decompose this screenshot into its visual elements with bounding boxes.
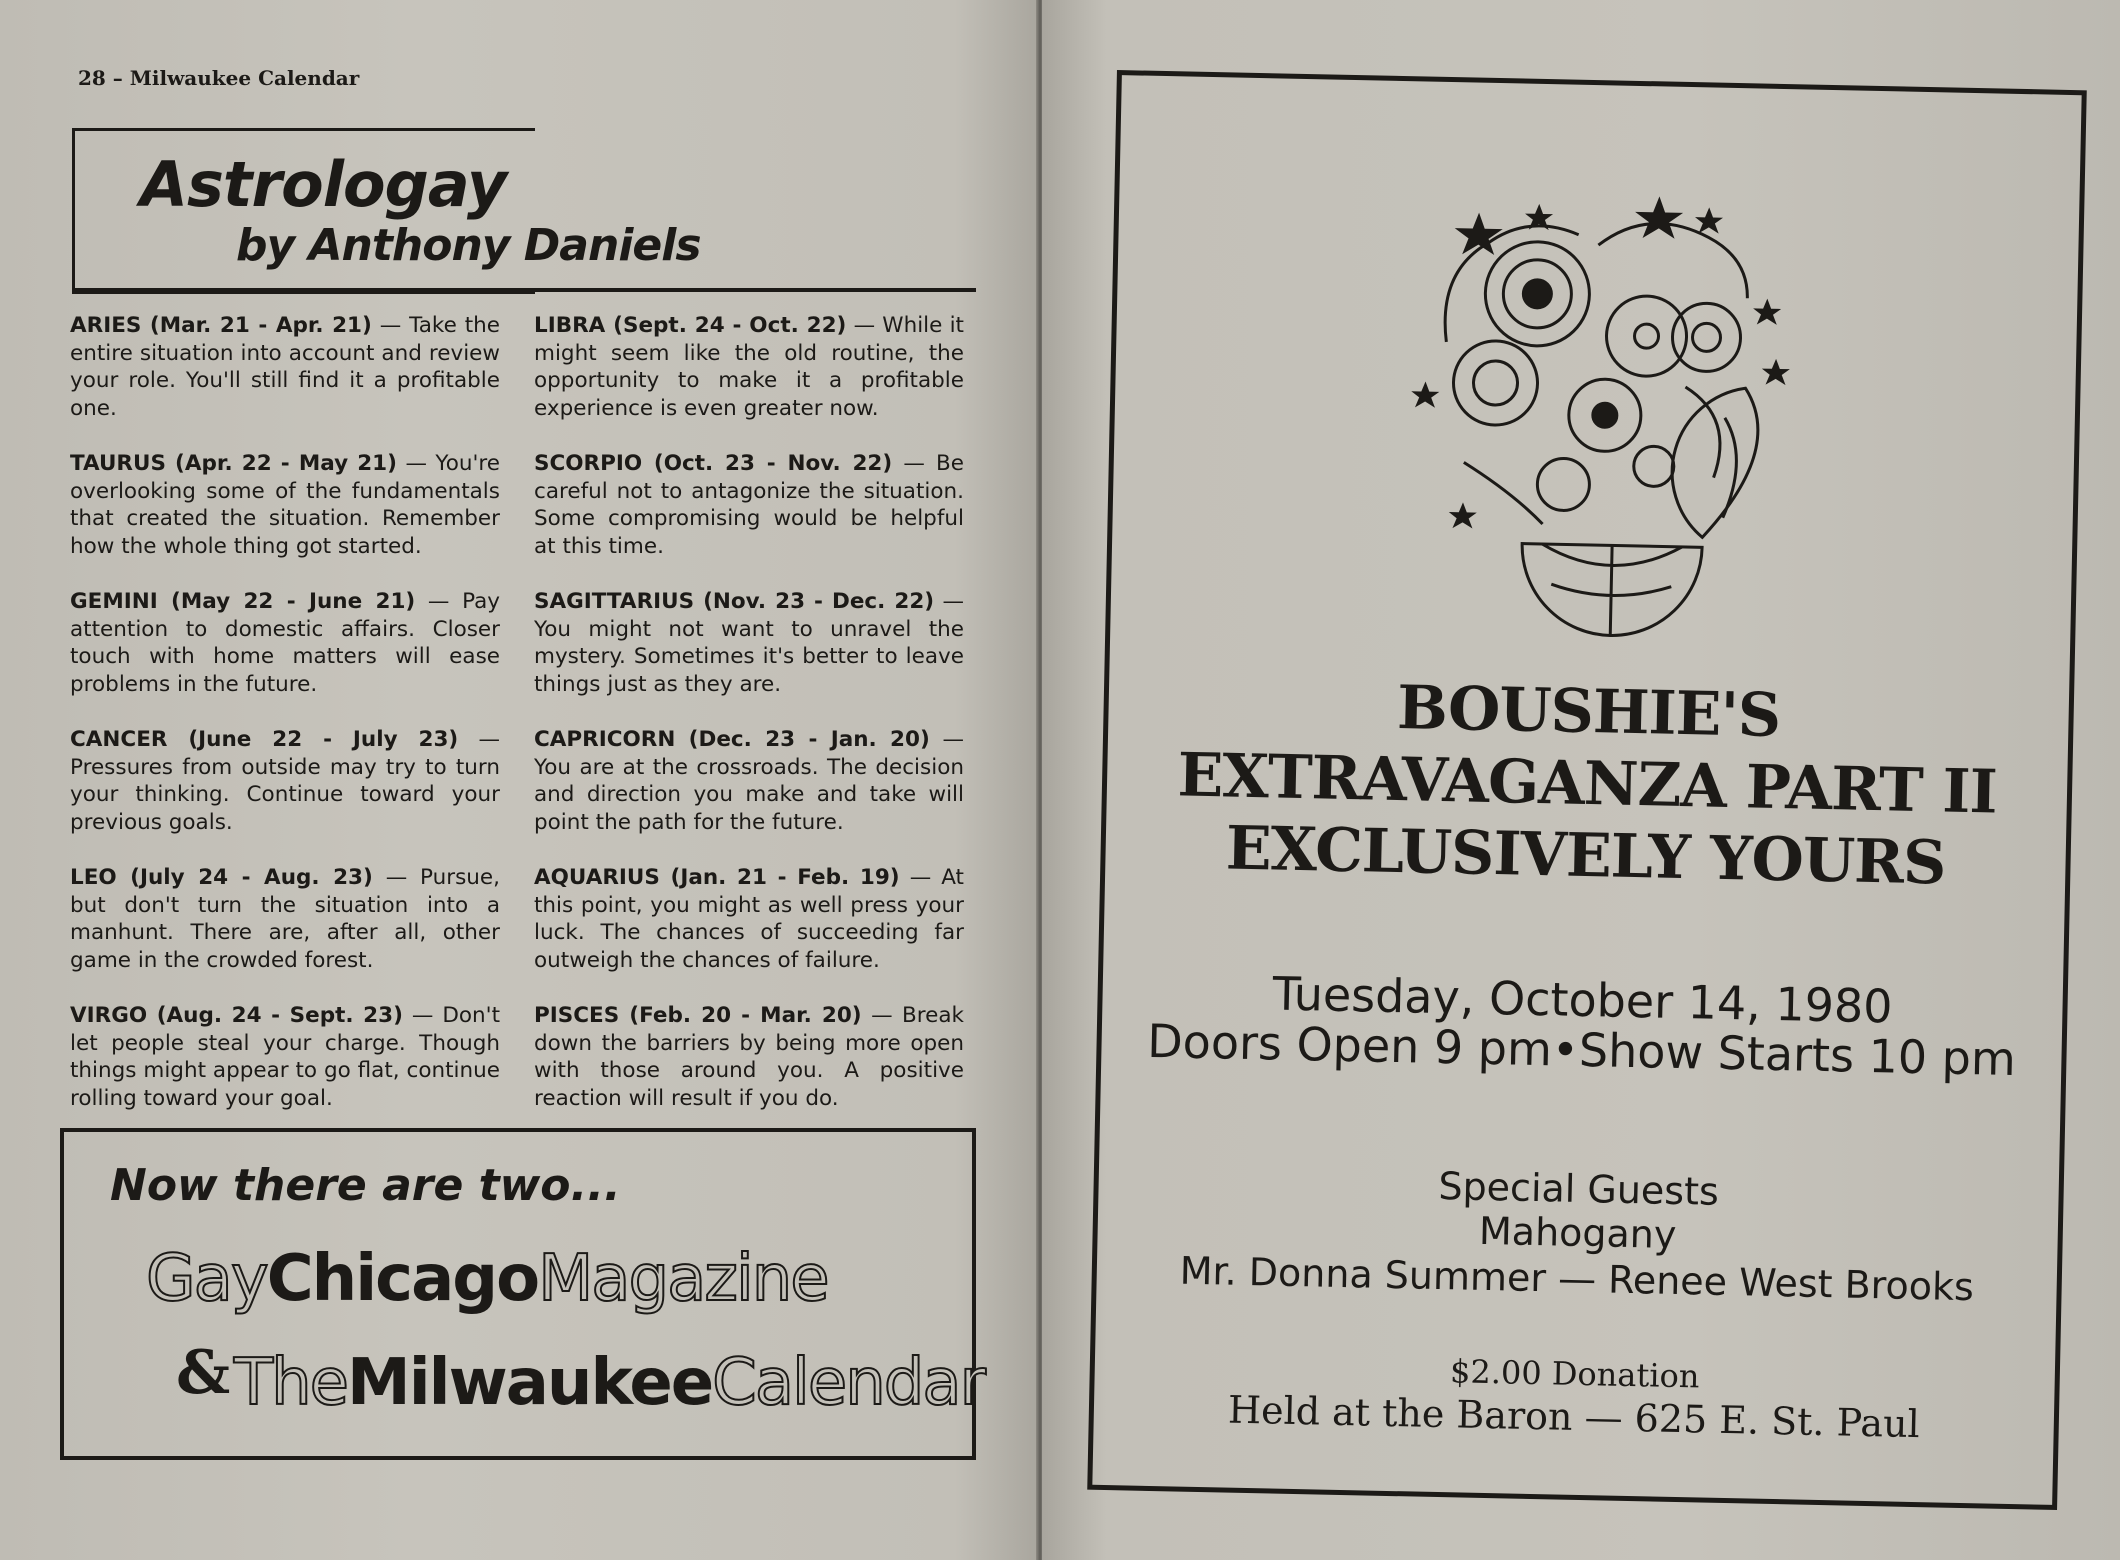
sign-heading: VIRGO (Aug. 24 - Sept. 23) (70, 1003, 403, 1028)
sign-heading: LEO (July 24 - Aug. 23) (70, 865, 373, 890)
logo-word: Milwaukee (347, 1346, 713, 1420)
event-title-line1: BOUSHIE'S (1396, 673, 1781, 752)
horoscope-leo (70, 864, 500, 974)
horoscope-taurus (70, 450, 500, 560)
horoscope-capricorn (534, 726, 964, 836)
event-date: Tuesday, October 14, 1980 (1272, 966, 1894, 1034)
sign-text: — Pressures from outside may try to turn your thinking. Continue toward your previous goals. (70, 727, 501, 835)
sign-heading: CAPRICORN (Dec. 23 - Jan. 20) (534, 727, 930, 752)
sign-heading: CANCER (June 22 - July 23) (70, 727, 459, 752)
sign-text: — You're overlooking some of the fundamentals that created the situation. Remember how the whole thing got started. (70, 451, 500, 559)
logo-word: Magazine (538, 1242, 828, 1316)
event-poster (1087, 70, 2087, 1510)
logo-word: Calendar (712, 1346, 984, 1420)
horoscope-aquarius (534, 864, 964, 974)
guest-mahogany: Mahogany (1478, 1208, 1677, 1257)
sign-text: — You might not want to unravel the mystery. Sometimes it's better to leave things just as they are. (534, 589, 964, 697)
column-title: Astrologay (140, 148, 507, 221)
sign-heading: GEMINI (May 22 - June 21) (70, 589, 416, 614)
sign-heading: TAURUS (Apr. 22 - May 21) (70, 451, 397, 476)
horoscope-virgo (70, 1002, 500, 1112)
logo-word: The (234, 1346, 348, 1420)
horoscope-scorpio (534, 450, 964, 560)
milwaukee-calendar-logo (234, 1346, 984, 1420)
sign-text: — Pay attention to domestic affairs. Closer touch with home matters will ease problems in the future. (70, 589, 500, 697)
event-title-line3: EXCLUSIVELY YOURS (1225, 813, 1947, 899)
sign-text: — Take the entire situation into account and review your role. You'll still find it a profitable one. (70, 313, 500, 421)
sign-heading: ARIES (Mar. 21 - Apr. 21) (70, 313, 372, 338)
event-times: Doors Open 9 pm•Show Starts 10 pm (1146, 1013, 2017, 1087)
sign-heading: SCORPIO (Oct. 23 - Nov. 22) (534, 451, 893, 476)
magazine-ad (60, 1128, 984, 1460)
sign-heading: SAGITTARIUS (Nov. 23 - Dec. 22) (534, 589, 935, 614)
column-byline: by Anthony Daniels (236, 220, 701, 271)
logo-word: Gay (146, 1242, 267, 1316)
event-title-line2: EXTRAVAGANZA PART II (1176, 740, 1998, 828)
horoscope-gemini (70, 588, 500, 698)
horoscope-libra (534, 312, 964, 422)
horoscope-cancer (70, 726, 500, 836)
event-location: Held at the Baron — 625 E. St. Paul (1227, 1387, 1921, 1447)
running-head: 28 – Milwaukee Calendar (78, 66, 360, 90)
ampersand: & (176, 1338, 231, 1408)
sign-text: — Pursue, but don't turn the situation into a manhunt. There are, after all, other game in the crowded forest. (70, 865, 500, 973)
sign-heading: PISCES (Feb. 20 - Mar. 20) (534, 1003, 862, 1028)
sign-heading: AQUARIUS (Jan. 21 - Feb. 19) (534, 865, 900, 890)
guest-list: Mr. Donna Summer — Renee West Brooks (1179, 1248, 1975, 1310)
special-guests-label: Special Guests (1438, 1163, 1720, 1214)
sign-text: — While it might seem like the old routine, the opportunity to make it a profitable experience is even greater now. (534, 313, 964, 421)
ad-tagline: Now there are two... (110, 1160, 621, 1211)
sign-heading: LIBRA (Sept. 24 - Oct. 22) (534, 313, 847, 338)
logo-word: Chicago (266, 1242, 539, 1316)
sign-text: — Break down the barriers by being more open with those around you. A positive reaction will result if you do. (534, 1003, 964, 1111)
horoscope-pisces (534, 1002, 964, 1112)
horoscope-aries (70, 312, 500, 422)
sign-text: — At this point, you might as well press your luck. The chances of succeeding far outweigh the chances of failure. (534, 865, 964, 973)
horoscope-sagittarius (534, 588, 964, 698)
left-page (0, 0, 1038, 1560)
sign-text: — Be careful not to antagonize the situation. Some compromising would be helpful at this time. (534, 451, 965, 559)
sign-text: — You are at the crossroads. The decision and direction you make and take will point the path for the future. (534, 727, 964, 835)
donation: $2.00 Donation (1449, 1352, 1700, 1396)
globe-burst-illustration (1400, 181, 1830, 650)
title-rule (72, 288, 976, 292)
gay-chicago-magazine-logo (146, 1242, 828, 1316)
sign-text: — Don't let people steal your charge. Though things might appear to go flat, continue rolling toward your goal. (70, 1003, 500, 1111)
